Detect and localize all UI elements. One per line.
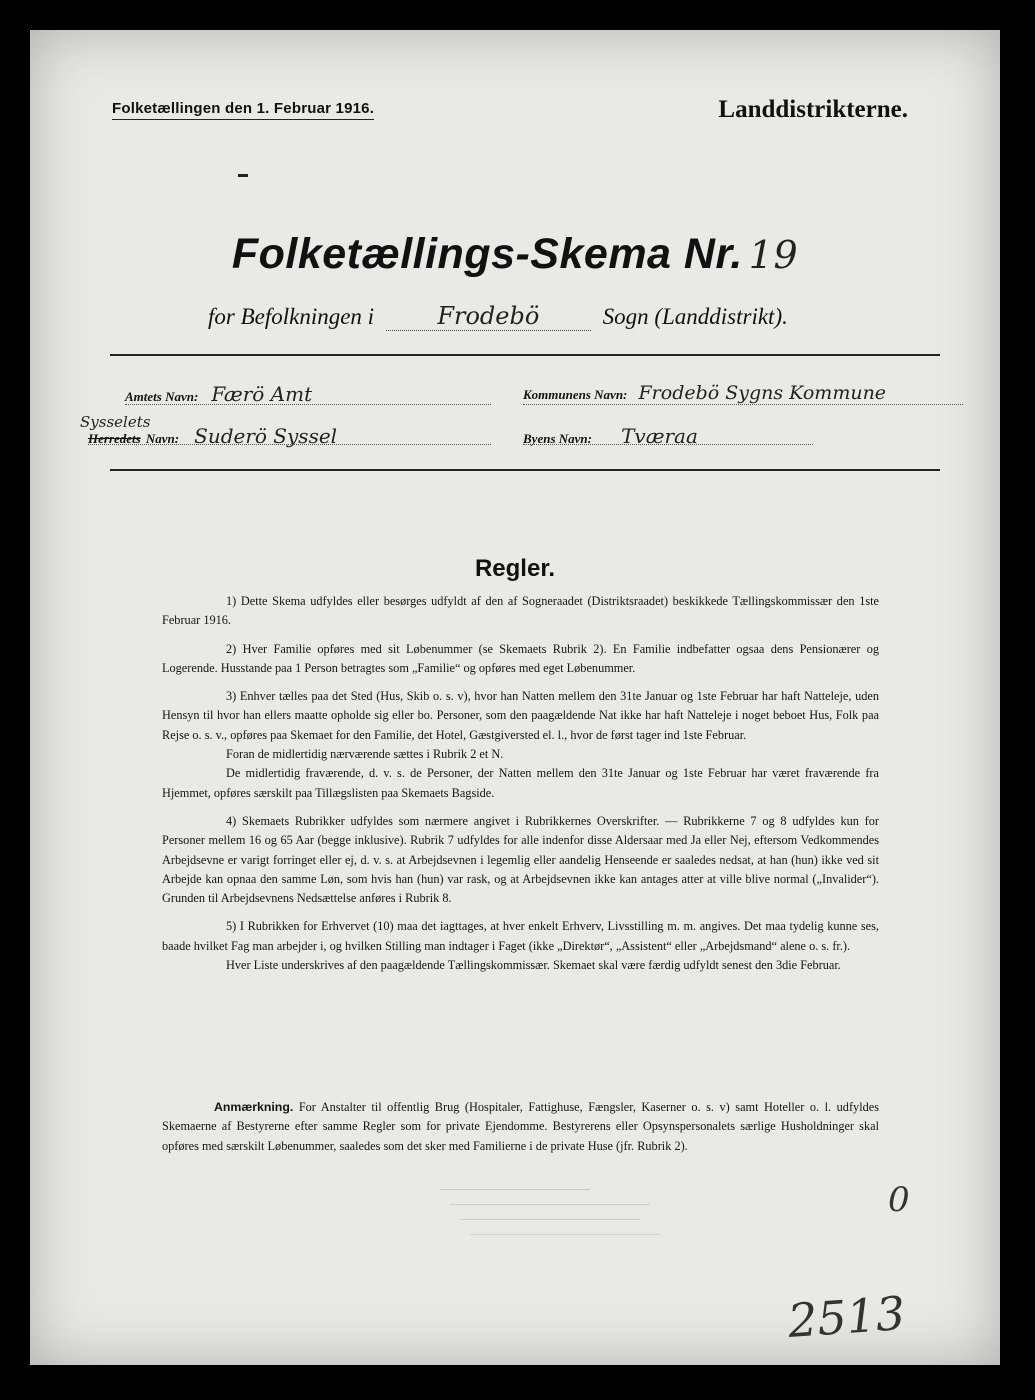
herred-prefix-hand: Sysselets xyxy=(80,413,151,431)
rules-heading: Regler. xyxy=(474,555,556,582)
amt-label: Amtets Navn: xyxy=(125,389,199,404)
by-field xyxy=(523,424,813,448)
amt-value: Færö Amt xyxy=(211,382,313,406)
by-value: Tværaa xyxy=(621,424,698,448)
rule-3-absent: De midlertidig fraværende, d. v. s. de Personer, der Natten mellem den 31te Januar og 1ste Februar har været fraværende fra Hjemmet, opføres særskilt paa Tillægslisten paa Skemaets Bagside. xyxy=(162,766,879,800)
rule-1: 1) Dette Skema udfyldes eller besørges udfyldt af den af Sogneraadet (Distriktsraadet) beskikkede Tællingskommissær den 1ste Februar 1916. xyxy=(162,594,879,628)
rules-body xyxy=(162,592,879,984)
rule-signature: Hver Liste underskrives af den paagældende Tællingskommissær. Skemaet skal være færdig udfyldt senest den 3die Februar. xyxy=(226,958,841,973)
kommune-field xyxy=(523,382,963,405)
kommune-value: Frodebö Sygns Kommune xyxy=(638,382,887,404)
herred-value: Suderö Syssel xyxy=(194,424,338,448)
bleed-through-handwriting xyxy=(440,1175,660,1235)
pencil-zero: 0 xyxy=(888,1180,910,1220)
form-number: 19 xyxy=(748,233,799,277)
census-form-page xyxy=(30,30,1000,1365)
rule-2: 2) Hver Familie opføres med sit Løbenummer (se Skemaets Rubrik 2). En Familie indbefatter ogsaa dens Pensionærer og Logerende. Husstande paa 1 Person betragtes som „Familie“ og opføres med eget Løbenummer. xyxy=(162,641,879,675)
form-subtitle xyxy=(208,302,788,331)
rule-4: 4) Skemaets Rubrikker udfyldes som nærmere angivet i Rubrikkernes Overskrifter. — Rubrikkerne 7 og 8 udfyldes kun for Personer mellem 16 og 65 Aar (begge inklusive). Rubrik 7 udfyldes for alle indenfor disse Aldersaar med Ja eller Nej, eftersom Vedkommendes Arbejdsevne er varigt forringet eller ej, d. v. s. at Arbejdsevnen i legemlig eller aandelig Henseende er saaledes nedsat, at han (hun) ikke ved sit Arbejde kan opnaa den samme Løn, som hvis han (hun) var rask, og at Arbejdsevnen ikke kan antages atter at ville blive normal („Invalider“). Grunden til Arbejdsevnens Nedsættelse anføres i Rubrik 8. xyxy=(162,813,879,906)
rule-5: 5) I Rubrikken for Erhvervet (10) maa det iagttages, at hver enkelt Erhverv, Livsstilling m. m. angives. Det maa tydelig kunne ses, baade hvilket Fag man arbejder i, og hvilken Stilling man indtager i Faget (ikke „Direktør“, „Assistent“ eller „Arbejdsmand“ alene o. s. fr.). xyxy=(162,919,879,953)
parish-name: Frodebö xyxy=(386,302,591,331)
census-date-header: Folketællingen den 1. Februar 1916. xyxy=(112,100,374,120)
by-label: Byens Navn: xyxy=(523,431,592,446)
bottom-divider xyxy=(110,469,940,471)
rule-3-present: Foran de midlertidig nærværende sættes i Rubrik 2 et N. xyxy=(226,747,504,762)
herred-label-struck: Herredets xyxy=(88,431,141,446)
herred-label: Navn: xyxy=(145,431,180,446)
subtitle-prefix: for Befolkningen i xyxy=(208,304,375,329)
top-divider xyxy=(110,354,940,356)
amt-field xyxy=(125,382,491,405)
annotation xyxy=(162,1098,879,1156)
district-header: Landdistrikterne. xyxy=(718,96,908,123)
form-title-text: Folketællings-Skema Nr. xyxy=(231,230,743,278)
form-title xyxy=(30,230,1000,279)
kommune-label: Kommunens Navn: xyxy=(523,387,628,402)
page-number-mark: 2513 xyxy=(786,1285,907,1349)
ink-dash xyxy=(238,174,248,177)
herred-field xyxy=(88,424,491,448)
annotation-label: Anmærkning. xyxy=(214,1100,294,1114)
annotation-text: For Anstalter til offentlig Brug (Hospitaler, Fattighuse, Fængsler, Kaserner o. s. v) samt Hoteller o. l. udfyldes Skemaerne af Bestyrerne efter samme Regler som for private Ejendomme. Bestyrerens eller Opsynspersonalets særlige Husholdninger skal opføres med særskilt Løbenummer, saaledes som det sker med Familierne i de private Huse (jfr. Rubrik 2). xyxy=(162,1100,880,1153)
subtitle-suffix: Sogn (Landdistrikt). xyxy=(602,304,788,329)
rule-3: 3) Enhver tælles paa det Sted (Hus, Skib o. s. v), hvor han Natten mellem den 31te Januar og 1ste Februar har haft Natteleje, uden Hensyn til hvor han ellers maatte opholde sig eller bo. Personer, som den paagældende Nat ikke har haft Natteleje i noget beboet Hus, Folk paa Rejse o. s. v., opføres paa Skemaet for den Familie, det Hotel, Gæstgiversted el. l., hvor de først tager ind 1ste Februar. xyxy=(162,689,879,742)
